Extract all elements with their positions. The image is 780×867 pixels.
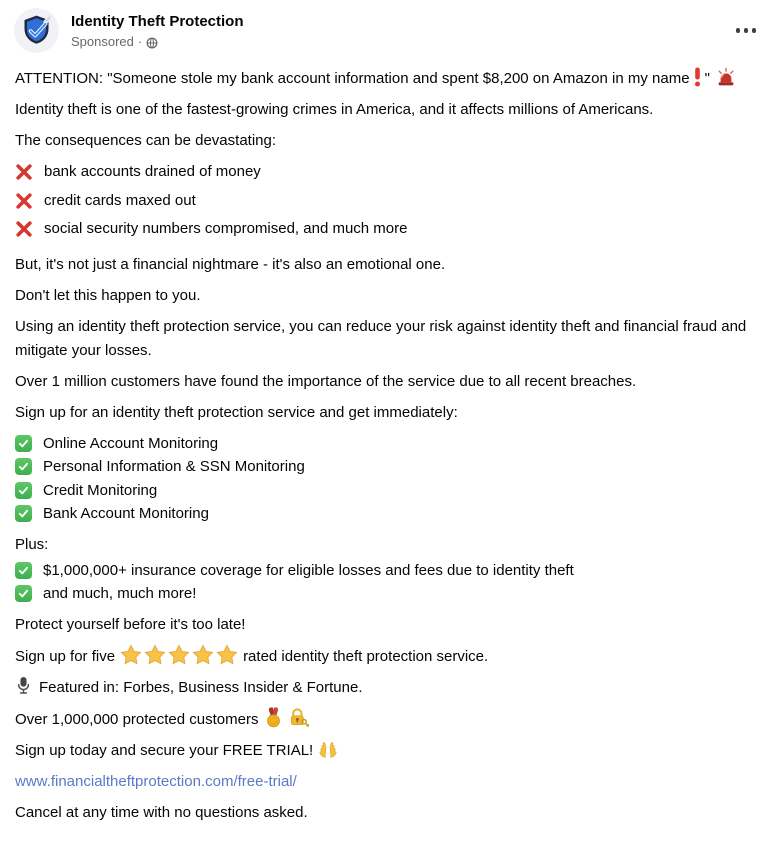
star-icon [168,644,190,666]
list-item-label: credit cards maxed out [44,191,196,209]
free-trial-paragraph [15,739,770,763]
post-header [0,0,780,57]
five-star-paragraph [15,644,770,669]
free-trial-text: Sign up today and secure your FREE TRIAL! [15,742,314,759]
red-cross-icon [15,192,33,218]
benefits-list [15,432,770,526]
list-item [15,582,770,606]
ellipsis-icon [752,28,757,33]
list-item [15,502,770,526]
red-exclamation-icon [691,67,704,87]
nightmare-paragraph: But, it's not just a financial nightmare - it's also an emotional one. [15,256,446,273]
locked-with-key-icon [288,707,309,728]
list-item [15,189,770,218]
consequences-list [15,160,770,246]
red-cross-icon [15,220,33,246]
list-item-label: and much, much more! [43,585,197,602]
five-star-after: rated identity theft protection service. [243,648,489,665]
header-text-block [71,12,764,50]
studio-microphone-icon [15,676,32,695]
green-check-icon [15,562,32,579]
green-check-icon [15,458,32,475]
list-item [15,559,770,583]
dont-let-paragraph: Don't let this happen to you. [15,287,201,304]
separator-dot: · [137,33,143,49]
page-title[interactable]: Identity Theft Protection [71,12,244,30]
list-item [15,455,770,479]
star-icon [120,644,142,666]
list-item-label: Credit Monitoring [43,481,158,499]
protect-paragraph: Protect yourself before it's too late! [15,616,246,633]
list-item-label: bank accounts drained of money [44,163,261,180]
green-check-icon [15,482,32,499]
green-check-icon [15,505,32,522]
list-item [15,217,770,246]
intro-paragraph: Identity theft is one of the fastest-growing crimes in America, and it affects millions of Americans. [15,101,654,118]
page-avatar[interactable] [14,8,59,53]
customers-text: Over 1,000,000 protected customers [15,711,259,728]
post-body [0,57,780,833]
star-icon [216,644,238,666]
shield-check-icon [14,8,59,53]
star-icon [192,644,214,666]
sponsored-label: Sponsored [71,33,134,49]
post-link[interactable]: www.financialtheftprotection.com/free-trial/ [15,773,297,790]
ellipsis-icon [744,28,749,33]
globe-icon [146,36,158,48]
sponsored-row [71,33,764,50]
featured-paragraph [15,676,770,700]
more-options-button[interactable] [734,22,759,39]
list-item [15,479,770,503]
list-item-label: social security numbers compromised, and much more [44,220,408,237]
list-item-label: $1,000,000+ insurance coverage for eligible losses and fees due to identity theft [43,561,574,579]
using-service-paragraph: Using an identity theft protection service, you can reduce your risk against identity theft and financial fraud and mitigate your losses. [15,318,747,359]
over-1m-paragraph: Over 1 million customers have found the importance of the service due to all recent breaches. [15,372,637,390]
green-check-icon [15,585,32,602]
plus-list [15,559,770,606]
five-star-before: Sign up for five [15,648,116,665]
sports-medal-icon [264,707,283,728]
signup-heading: Sign up for an identity theft protection service and get immediately: [15,403,458,421]
attention-text: ATTENTION: "Someone stole my bank account information and spent $8,200 on Amazon in my name [15,70,690,87]
consequences-heading: The consequences can be devastating: [15,132,277,149]
star-icon [144,644,166,666]
cancel-paragraph: Cancel at any time with no questions asked. [15,804,308,821]
ellipsis-icon [736,28,741,33]
red-cross-icon [15,163,33,189]
list-item-label: Online Account Monitoring [43,434,219,452]
featured-text: Featured in: Forbes, Business Insider & Fortune. [39,679,363,696]
plus-heading: Plus: [15,536,49,553]
list-item [15,432,770,456]
five-star-rating [119,648,239,665]
close-quote: " [704,70,710,87]
green-check-icon [15,435,32,452]
list-item-label: Bank Account Monitoring [43,505,209,522]
list-item [15,160,770,189]
police-light-icon [716,67,736,87]
raising-hands-icon [317,739,339,759]
attention-paragraph [15,67,770,91]
customers-paragraph [15,707,770,732]
list-item-label: Personal Information & SSN Monitoring [43,458,305,475]
